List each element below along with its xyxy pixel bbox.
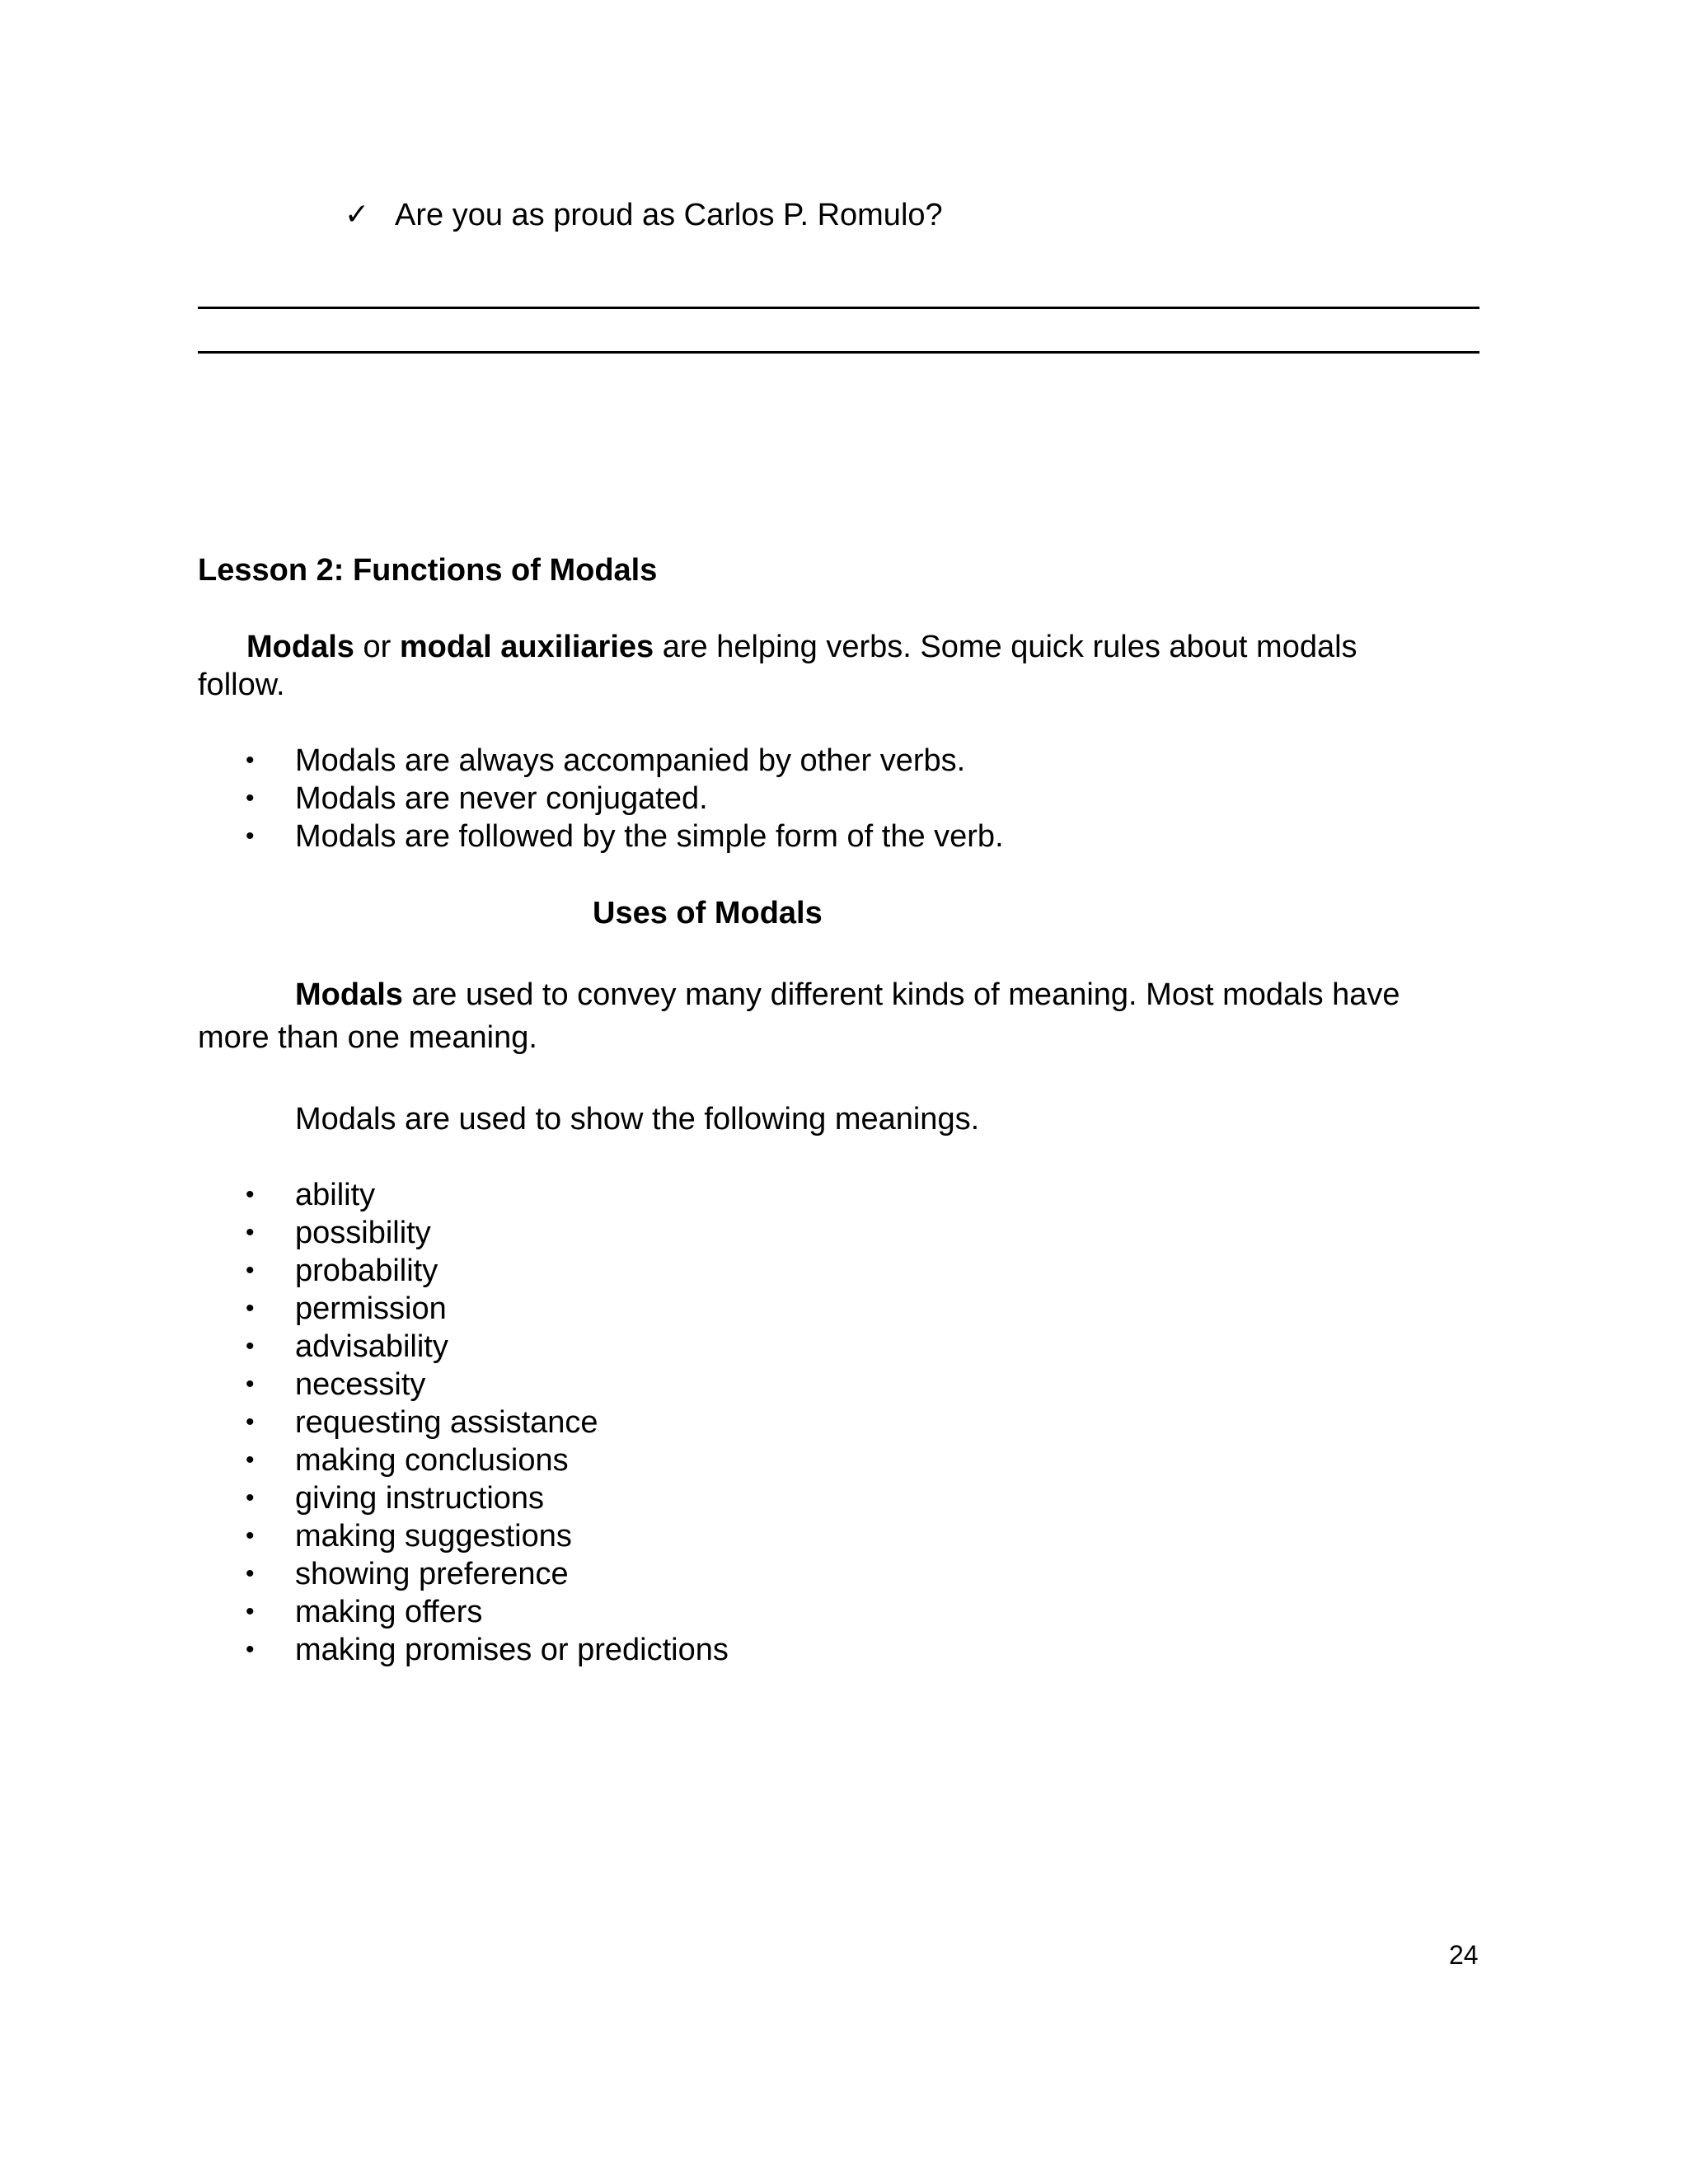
- intro-bold-auxiliaries: modal auxiliaries: [399, 630, 654, 664]
- bullet-icon: •: [246, 1181, 255, 1208]
- bullet-icon: •: [246, 1333, 255, 1360]
- meaning-item: possibility: [295, 1216, 431, 1250]
- intro-line-2: follow.: [198, 668, 285, 702]
- bullet-icon: •: [246, 1408, 255, 1436]
- meaning-item: showing preference: [295, 1557, 569, 1591]
- meaning-item: making suggestions: [295, 1519, 572, 1554]
- rule-item: Modals are always accompanied by other verbs.: [295, 743, 966, 778]
- bullet-icon: •: [246, 785, 255, 812]
- bullet-icon: •: [246, 823, 255, 850]
- uses-rest: are used to convey many different kinds of meaning. Most modals have: [402, 977, 1400, 1012]
- meaning-item: making offers: [295, 1595, 483, 1629]
- bullet-icon: •: [246, 747, 255, 774]
- intro-rest: are helping verbs. Some quick rules about modals: [654, 630, 1357, 664]
- meaning-item: ability: [295, 1178, 376, 1212]
- bullet-icon: •: [246, 1484, 255, 1511]
- meaning-item: advisability: [295, 1329, 448, 1364]
- meaning-item: making conclusions: [295, 1443, 569, 1478]
- bullet-icon: •: [246, 1560, 255, 1587]
- bullet-icon: •: [246, 1636, 255, 1663]
- bullet-icon: •: [246, 1446, 255, 1474]
- meaning-item: permission: [295, 1291, 447, 1326]
- check-mark-icon: ✓: [345, 198, 370, 232]
- intro-bold-modals: Modals: [246, 630, 354, 664]
- meaning-item: requesting assistance: [295, 1405, 598, 1440]
- bullet-icon: •: [246, 1295, 255, 1322]
- rule-item: Modals are never conjugated.: [295, 781, 708, 816]
- bullet-icon: •: [246, 1598, 255, 1625]
- answer-line-1: [198, 307, 1479, 309]
- meaning-item: necessity: [295, 1367, 426, 1402]
- intro-line-1: [246, 628, 1357, 666]
- uses-heading: Uses of Modals: [593, 896, 823, 930]
- intro-mid: or: [354, 630, 400, 664]
- rule-item: Modals are followed by the simple form of the verb.: [295, 819, 1004, 854]
- meaning-item: giving instructions: [295, 1481, 545, 1516]
- uses-bold-modals: Modals: [295, 977, 403, 1012]
- uses-line-2: more than one meaning.: [198, 1020, 537, 1055]
- meaning-item: making promises or predictions: [295, 1633, 729, 1667]
- bullet-icon: •: [246, 1371, 255, 1398]
- answer-line-2: [198, 351, 1479, 354]
- meaning-item: probability: [295, 1254, 438, 1288]
- bullet-icon: •: [246, 1219, 255, 1246]
- meanings-intro: Modals are used to show the following meanings.: [295, 1102, 980, 1137]
- question-text: Are you as proud as Carlos P. Romulo?: [395, 198, 943, 232]
- lesson-title: Lesson 2: Functions of Modals: [198, 553, 658, 588]
- uses-line-1: [295, 976, 1400, 1014]
- page-number: 24: [1449, 1940, 1479, 1970]
- bullet-icon: •: [246, 1257, 255, 1284]
- bullet-icon: •: [246, 1522, 255, 1549]
